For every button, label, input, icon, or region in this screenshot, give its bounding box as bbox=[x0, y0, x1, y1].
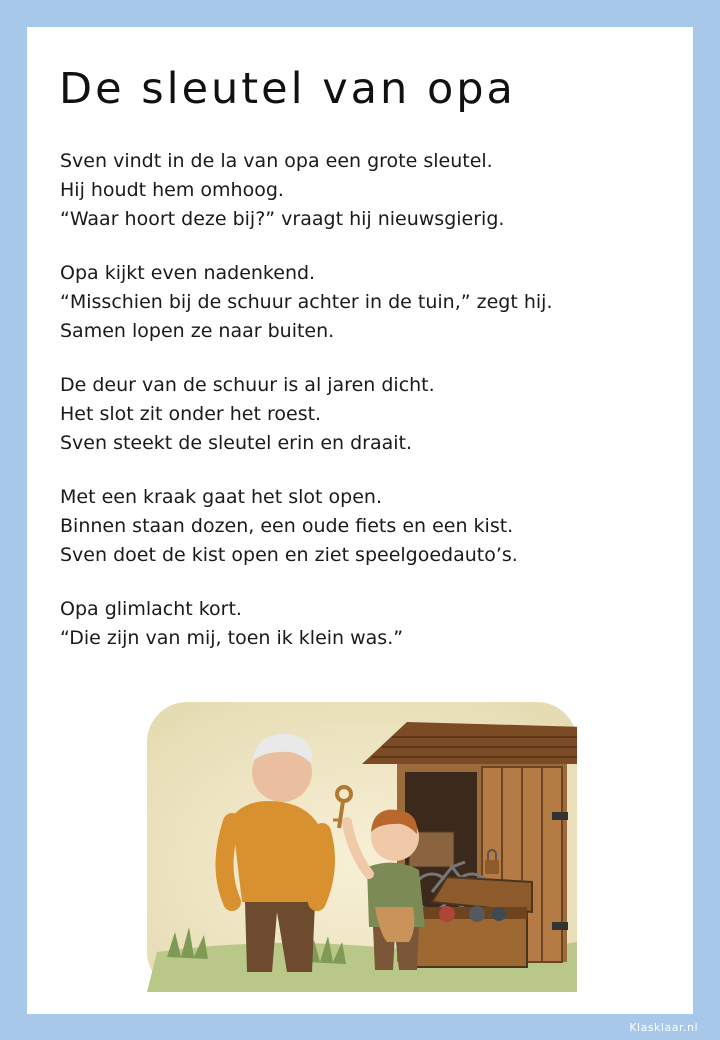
story-line: “Die zijn van mij, toen ik klein was.” bbox=[60, 627, 404, 649]
paragraph bbox=[60, 147, 680, 234]
story-text bbox=[60, 147, 680, 678]
story-line: Sven steekt de sleutel erin en draait. bbox=[60, 432, 413, 454]
door-hinge bbox=[552, 812, 568, 820]
story-line: Binnen staan dozen, een oude fiets en een kist. bbox=[60, 515, 514, 537]
paragraph bbox=[60, 259, 680, 346]
padlock bbox=[485, 860, 499, 874]
toy-car bbox=[439, 906, 455, 922]
story-line: Met een kraak gaat het slot open. bbox=[60, 486, 382, 508]
toy-car bbox=[492, 907, 506, 921]
story-card bbox=[27, 27, 693, 1014]
story-line: Samen lopen ze naar buiten. bbox=[60, 320, 335, 342]
story-line: De deur van de schuur is al jaren dicht. bbox=[60, 374, 435, 396]
story-line: “Waar hoort deze bij?” vraagt hij nieuwsgierig. bbox=[60, 208, 505, 230]
story-line: Het slot zit onder het roest. bbox=[60, 403, 322, 425]
paragraph bbox=[60, 595, 680, 653]
story-line: Hij houdt hem omhoog. bbox=[60, 179, 284, 201]
story-line: Opa glimlacht kort. bbox=[60, 598, 242, 620]
paragraph bbox=[60, 371, 680, 458]
door-hinge bbox=[552, 922, 568, 930]
story-illustration bbox=[147, 702, 577, 992]
paragraph bbox=[60, 483, 680, 570]
footer-credit: Klasklaar.nl bbox=[629, 1021, 698, 1034]
story-line: Sven doet de kist open en ziet speelgoedauto’s. bbox=[60, 544, 518, 566]
story-line: “Misschien bij de schuur achter in de tuin,” zegt hij. bbox=[60, 291, 553, 313]
page-title: De sleutel van opa bbox=[59, 64, 516, 114]
toy-car bbox=[469, 906, 485, 922]
story-line: Opa kijkt even nadenkend. bbox=[60, 262, 316, 284]
story-line: Sven vindt in de la van opa een grote sleutel. bbox=[60, 150, 493, 172]
